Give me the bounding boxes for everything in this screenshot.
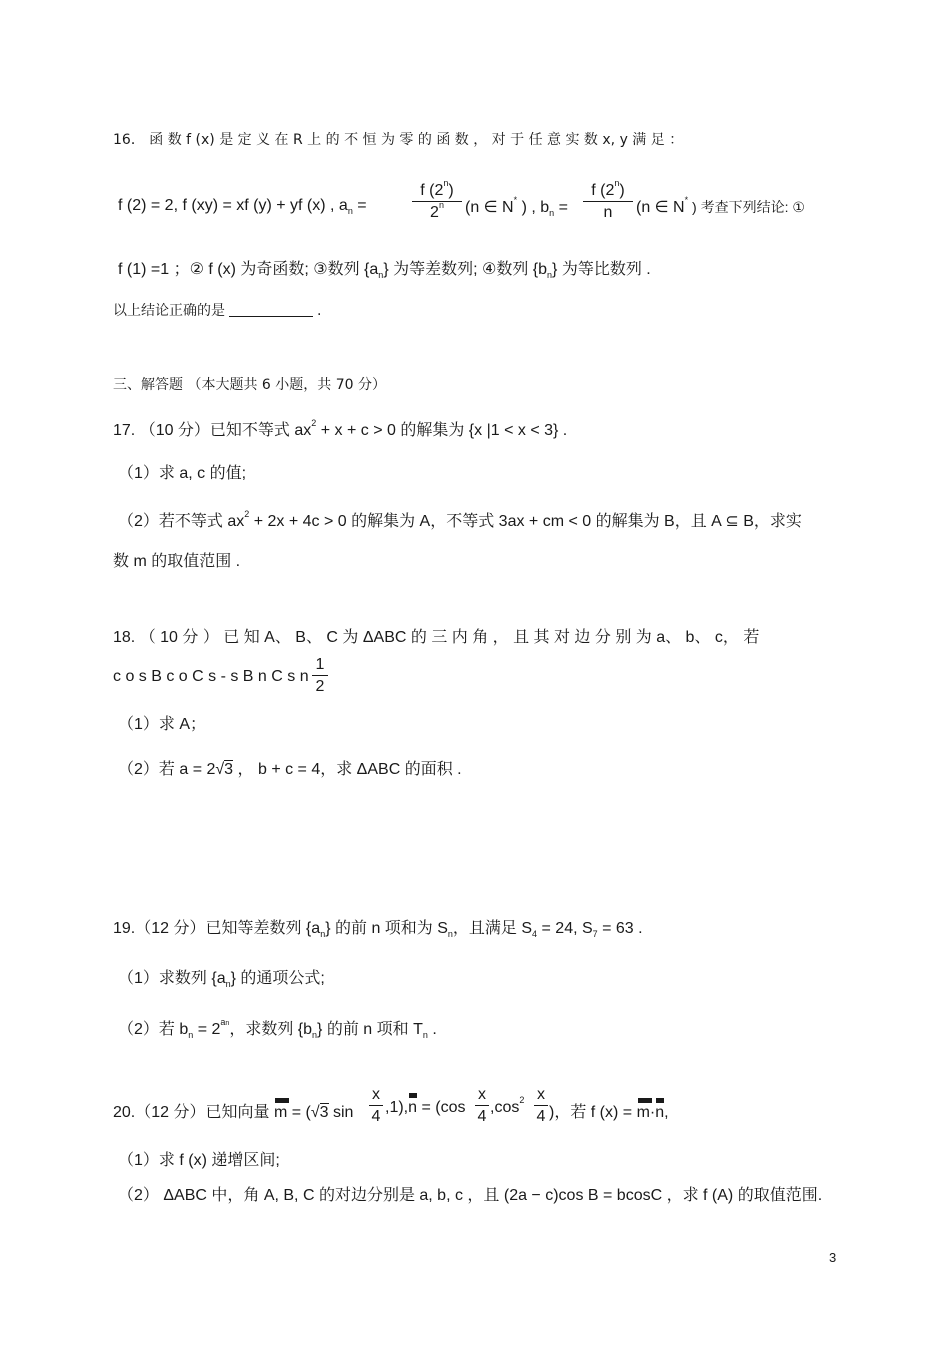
sqrt-icon: √ <box>310 1104 320 1121</box>
q16-line2-mid: (n ∈ N* ) , $b_n$ = <box>465 195 568 218</box>
q16-line3: f (1) =1 ；② f (x) 为奇函数; ③数列 $\{a_n\}$ 为等差数列; ④数列 $\{b_n\}$ 为等比数列 . <box>118 261 651 280</box>
q17-part1: （1）求 a, c 的值; <box>118 465 247 482</box>
q19-part2: （2）若 $b_n = 2^{an}$，求数列 $\{b_n\}$ 的前 n 项和 $T_n$ . <box>118 1017 437 1040</box>
q17-part2: （2）若不等式 $ax^2 + 2x + 4c > 0$ 的解集为 A，不等式 3ax + cm < 0 的解集为 B，且 A ⊆ B，求实 <box>118 509 802 530</box>
q18-part2: （2）若 a = 2√3 ， b + c = 4，求 ΔABC 的面积 . <box>118 761 462 778</box>
q18-part1: （1）求 A； <box>118 716 207 733</box>
q18-line2: c o s B c o C s - s B n C s n <box>113 668 309 685</box>
q20-line1-end: )，若 f (x) = m· n, <box>549 1099 669 1122</box>
page-number: 3 <box>829 1250 837 1265</box>
vector-m: m <box>274 1104 287 1122</box>
q17-line1: 17. （10 分）已知不等式 $ax^2 + x + c > 0$ 的解集为 {x |1 < x < 3} . <box>113 418 568 439</box>
q16-line2-start: f (2) = 2, f (xy) = xf (y) + yf (x) , $a_n$ = <box>118 197 367 216</box>
q20-fraction-x4-b: x 4 <box>475 1086 489 1126</box>
vector-m: m <box>637 1104 650 1122</box>
q20-fraction-x4-c: x 4 <box>534 1086 548 1126</box>
answer-blank[interactable] <box>229 316 313 317</box>
q20-line1-start: 20.（12 分）已知向量 m = (√3 sin <box>113 1099 353 1122</box>
q18-fraction-half: 1 2 <box>312 656 328 696</box>
q19-line1: 19.（12 分）已知等差数列 $\{a_n\}$ 的前 n 项和为 $S_n$，且满足 $S_4 = 24$, $S_7 = 63$ . <box>113 920 643 939</box>
sqrt-icon: √ <box>215 761 225 778</box>
q20-part2: （2） ΔABC 中，角 A, B, C 的对边分别是 a, b, c ，且 (2a − c)cos B = bcosC ，求 f (A) 的取值范围. <box>118 1187 823 1204</box>
q16-fraction-an: f (2$^n$) 2$^n$ <box>412 182 462 222</box>
q17-part2-cont: 数 m 的取值范围 . <box>113 553 241 570</box>
q20-line1-cos2: $,\cos^2$ <box>490 1095 525 1116</box>
q16-fraction-bn: f (2$^n$) n <box>583 182 633 222</box>
q20-part1: （1）求 f (x) 递增区间; <box>118 1152 280 1169</box>
q20-fraction-x4-a: x 4 <box>369 1086 383 1126</box>
q16-line2-end: (n ∈ N* ) 考查下列结论: ① <box>636 195 805 216</box>
q20-line1-mid: ,1), n = (cos <box>385 1099 466 1117</box>
vector-n: n <box>408 1099 417 1117</box>
q18-line1: 18. （ 10 分 ） 已 知 A、 B、 C 为 ΔABC 的 三 内 角 ， 且 其 对 边 分 别 为 a、 b、 c， 若 <box>113 629 760 646</box>
q16-line1: 16． 函 数 f (x) 是 定 义 在 R 上 的 不 恒 为 零 的 函 数 ， 对 于 任 意 实 数 x, y 满 足 ： <box>113 132 684 148</box>
section-heading: 三、解答题 （本大题共 6 小题，共 70 分） <box>113 377 386 393</box>
q19-part1: （1）求数列 $\{a_n\}$ 的通项公式; <box>118 970 325 989</box>
vector-n: n <box>655 1104 664 1122</box>
q16-answer-line: 以上结论正确的是 . <box>113 303 322 319</box>
